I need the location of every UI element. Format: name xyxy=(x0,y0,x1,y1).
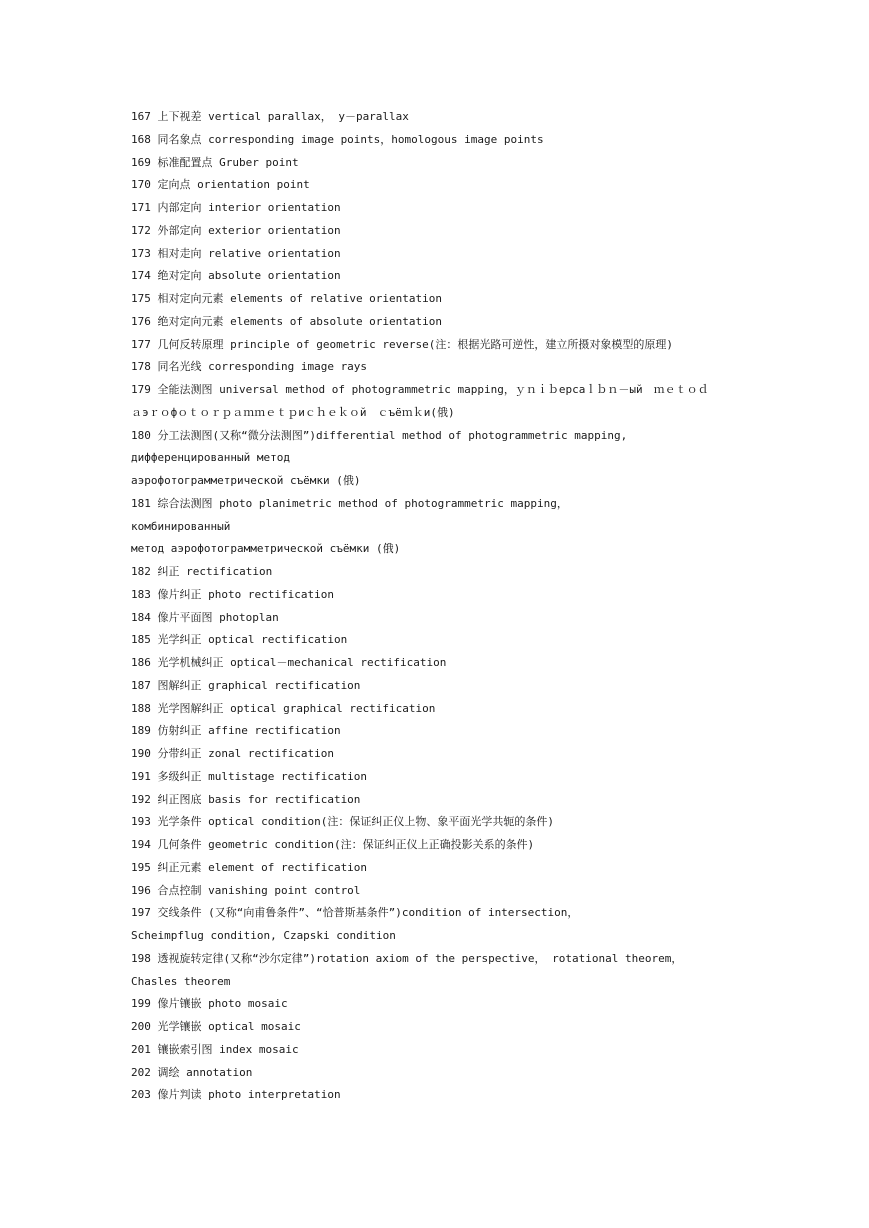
glossary-line: аэрофотограмметрической съёмки (俄) xyxy=(131,474,361,487)
glossary-line: ａэｒｏфｏｔｏｒｐａｍｍｅｔｐиｃｈｅｋｏй ｃъёｍｋи(俄) xyxy=(131,405,455,419)
glossary-line: 175 相对定向元素 elements of relative orientation xyxy=(131,292,443,305)
glossary-line: 189 仿射纠正 affine rectification xyxy=(131,724,341,738)
glossary-line: 193 光学条件 optical condition(注：保证纠正仪上物、象平面光学共轭的条件) xyxy=(131,815,554,829)
glossary-line: 188 光学图解纠正 optical graphical rectification xyxy=(131,701,436,715)
glossary-line: 181 综合法测图 photo planimetric method of photogrammetric mapping， xyxy=(131,496,568,510)
glossary-line: 176 绝对定向元素 elements of absolute orientation xyxy=(131,314,443,328)
glossary-line: 199 像片镶嵌 photo mosaic xyxy=(131,997,288,1011)
glossary-line: 182 纠正 rectification xyxy=(131,565,273,578)
glossary-line: 174 绝对定向 absolute orientation xyxy=(131,269,341,283)
glossary-line: 190 分带纠正 zonal rectification xyxy=(131,747,334,760)
glossary-line: 177 几何反转原理 principle of geometric reverse(注：根据光路可逆性，建立所摄对象模型的原理) xyxy=(131,337,674,351)
glossary-line: 186 光学机械纠正 optical－mechanical rectification xyxy=(131,656,447,669)
glossary-line: 168 同名象点 corresponding image points，homologous image points xyxy=(131,132,544,146)
glossary-line: Chasles theorem xyxy=(131,974,231,988)
glossary-line: комбинированный xyxy=(131,519,231,533)
glossary-line: 178 同名光线 corresponding image rays xyxy=(131,360,368,374)
glossary-line: 170 定向点 orientation point xyxy=(131,178,310,192)
glossary-line: 200 光学镶嵌 optical mosaic xyxy=(131,1020,301,1033)
glossary-line: 184 像片平面图 photoplan xyxy=(131,610,279,624)
glossary-line: 171 内部定向 interior orientation xyxy=(131,201,341,214)
glossary-line: дифференцированный метод xyxy=(131,451,290,465)
glossary-line: 195 纠正元素 element of rectification xyxy=(131,860,368,874)
glossary-line: 198 透视旋转定律(又称“沙尔定律”)rotation axiom of the perspective， rotational theorem， xyxy=(131,951,683,965)
glossary-line: 185 光学纠正 optical rectification xyxy=(131,633,348,647)
glossary-line: 202 调绘 annotation xyxy=(131,1065,253,1079)
glossary-line: 194 几何条件 geometric condition(注：保证纠正仪上正确投影关系的条件) xyxy=(131,838,535,851)
glossary-line: 187 图解纠正 graphical rectification xyxy=(131,678,361,692)
glossary-line: 179 全能法测图 universal method of photogrammetric mapping，ｙｎｉｂерсаｌｂｎ－ый ｍｅｔｏｄ xyxy=(131,383,709,396)
glossary-line: метод аэрофотограмметрической съёмки (俄) xyxy=(131,542,401,556)
glossary-line: 201 镶嵌索引图 index mosaic xyxy=(131,1042,299,1056)
glossary-text xyxy=(131,106,851,1107)
glossary-line: 172 外部定向 exterior orientation xyxy=(131,223,341,237)
glossary-line: 183 像片纠正 photo rectification xyxy=(131,587,334,601)
glossary-line: 196 合点控制 vanishing point control xyxy=(131,883,361,897)
glossary-line: 167 上下视差 vertical parallax， y－parallax xyxy=(131,110,409,123)
glossary-line: 180 分工法测图(又称“微分法测图”)differential method of photogrammetric mapping, xyxy=(131,428,628,442)
glossary-line: 203 像片判读 photo interpretation xyxy=(131,1088,341,1102)
glossary-line: 169 标准配置点 Gruber point xyxy=(131,155,299,169)
glossary-line: Scheimpflug condition, Czapski condition xyxy=(131,929,396,942)
glossary-line: 191 多级纠正 multistage rectification xyxy=(131,769,368,783)
glossary-line: 197 交线条件 (又称“向甫鲁条件”、“恰普斯基条件”)condition of intersection， xyxy=(131,906,579,920)
glossary-line: 192 纠正图底 basis for rectification xyxy=(131,792,361,806)
glossary-line: 173 相对走向 relative orientation xyxy=(131,246,341,260)
